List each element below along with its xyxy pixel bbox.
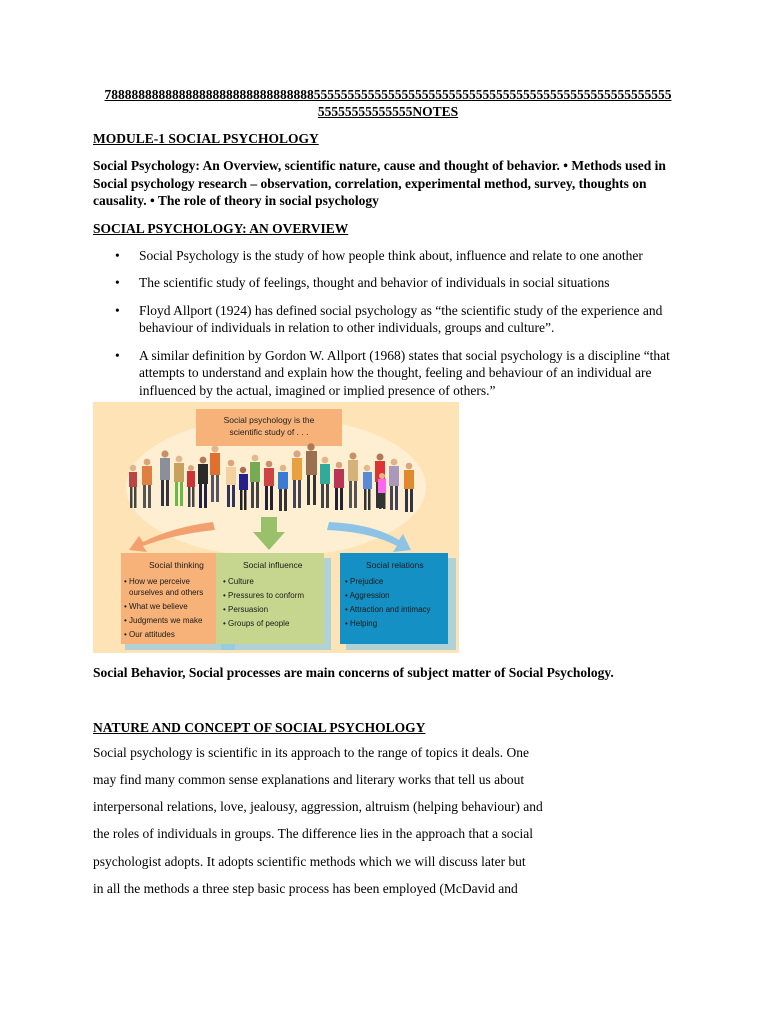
document-title-line-2: 55555555555555NOTES	[317, 104, 459, 119]
bullet-marker: •	[115, 247, 120, 263]
social-influence-item: • Persuasion	[223, 605, 269, 614]
overview-bullet	[93, 302, 683, 337]
bullet-marker: •	[115, 302, 120, 318]
figure-caption: Social Behavior, Social processes are main concerns of subject matter of Social Psychology.	[93, 665, 614, 680]
overview-bullet	[93, 247, 683, 265]
bullet-text: The scientific study of feelings, thought and behavior of individuals in social situations	[139, 275, 610, 290]
social-relations-item: • Prejudice	[345, 577, 384, 586]
social-relations-title: Social relations	[366, 560, 424, 570]
document-title-line-1: 788888888888888888888888888888855555555555555555555555555555555555555555555555555555	[104, 87, 672, 102]
social-relations-item: • Attraction and intimacy	[345, 605, 431, 614]
overview-bullet	[93, 347, 683, 400]
nature-heading: NATURE AND CONCEPT OF SOCIAL PSYCHOLOGY	[93, 719, 426, 735]
top-label-line-1: Social psychology is the	[223, 415, 315, 425]
social-relations-item: • Aggression	[345, 591, 390, 600]
overview-bullet	[93, 274, 683, 292]
bullet-text: A similar definition by Gordon W. Allport (1968) states that social psychology is a discipline “that attempts to understand and explain how the thought, feeling and behaviour of an individual are influenced by the actual, imagined or implied presence of others.”	[139, 347, 670, 398]
paragraph-line: the roles of individuals in groups. The difference lies in the approach that a social	[93, 826, 533, 842]
social-psychology-figure	[93, 402, 459, 653]
bullet-marker: •	[115, 275, 120, 290]
social-influence-item: • Culture	[223, 577, 254, 586]
module-heading: MODULE-1 SOCIAL PSYCHOLOGY	[93, 131, 319, 146]
overview-bullet-list	[93, 247, 683, 400]
social-relations-item: • Helping	[345, 619, 378, 628]
social-thinking-item: • What we believe	[124, 602, 188, 611]
social-influence-item: • Groups of people	[223, 619, 290, 628]
paragraph-line: may find many common sense explanations and literary works that tell us about	[93, 771, 525, 787]
module-summary: Social Psychology: An Overview, scientific nature, cause and thought of behavior. • Methods used in Social psychology research – observation, correlation, experimental method, survey, thoughts on causality. • The role of theory in social psychology	[93, 158, 666, 208]
bullet-text: Social Psychology is the study of how people think about, influence and relate to one another	[139, 247, 643, 263]
nature-paragraph	[93, 739, 683, 903]
social-thinking-title: Social thinking	[149, 560, 204, 570]
social-influence-title: Social influence	[243, 560, 303, 570]
social-thinking-item: • Our attitudes	[124, 630, 175, 639]
page-content	[93, 86, 683, 902]
social-thinking-item: • Judgments we make	[124, 616, 203, 625]
overview-heading: SOCIAL PSYCHOLOGY: AN OVERVIEW	[93, 220, 349, 236]
bullet-text: Floyd Allport (1924) has defined social psychology as “the scientific study of the experience and behaviour of individuals in relation to other individuals, groups and culture”.	[139, 302, 663, 335]
top-label-line-2: scientific study of . . .	[229, 427, 309, 437]
social-influence-item: • Pressures to conform	[223, 591, 305, 600]
paragraph-line: interpersonal relations, love, jealousy, aggression, altruism (helping behaviour) and	[93, 799, 543, 815]
paragraph-line: psychologist adopts. It adopts scientific methods which we will discuss later but	[93, 853, 526, 869]
bullet-marker: •	[115, 347, 120, 363]
paragraph-line: Social psychology is scientific in its approach to the range of topics it deals. One	[93, 744, 530, 760]
social-thinking-item: ourselves and others	[129, 588, 204, 597]
social-thinking-item: • How we perceive	[124, 577, 190, 586]
paragraph-line: in all the methods a three step basic process has been employed (McDavid and	[93, 880, 518, 896]
